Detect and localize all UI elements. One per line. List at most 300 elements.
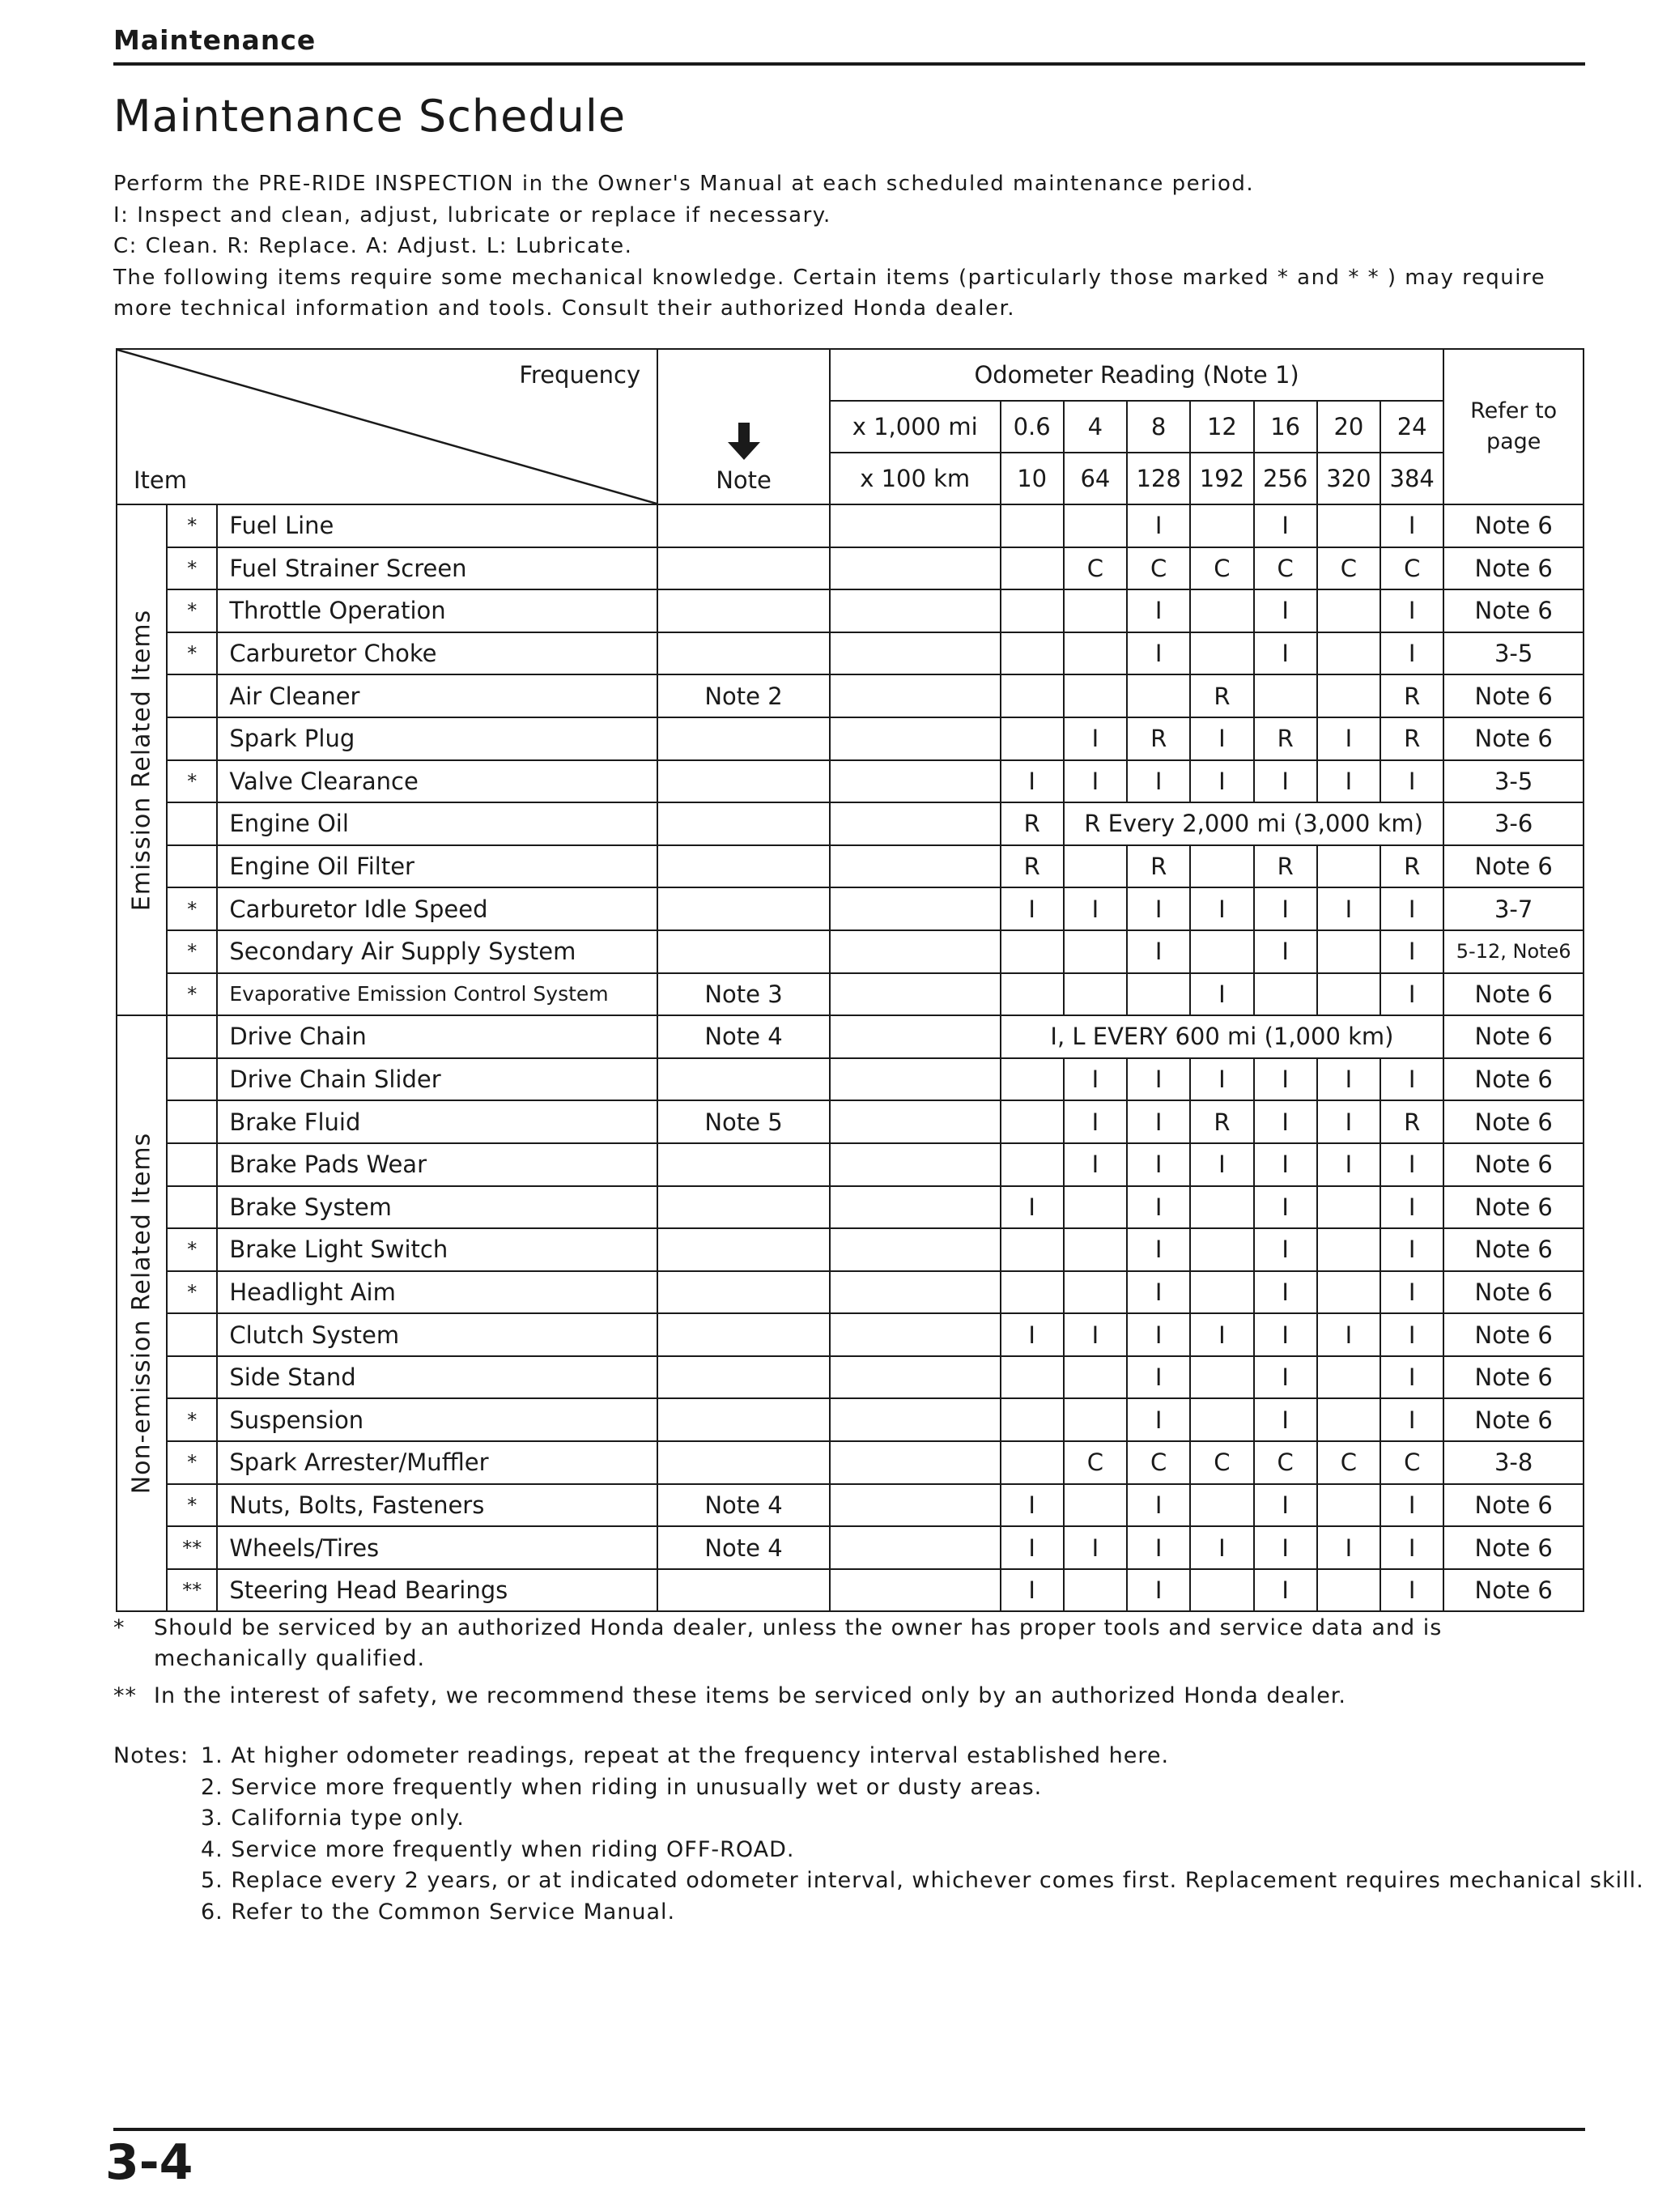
dealer-mark xyxy=(167,1015,217,1058)
interval-value: I xyxy=(1127,1484,1190,1527)
item-name: Brake Fluid xyxy=(217,1100,657,1143)
table-row xyxy=(117,1100,1584,1143)
interval-value xyxy=(1064,1569,1127,1612)
interval-value: I xyxy=(1127,1186,1190,1229)
interval-value: I xyxy=(1190,760,1253,803)
page-title: Maintenance Schedule xyxy=(113,91,627,142)
footnote-single xyxy=(113,1613,1595,1674)
blank-cell xyxy=(830,1569,1001,1612)
group-emission xyxy=(117,504,167,1015)
interval-value: I xyxy=(1190,887,1253,930)
interval-value xyxy=(1190,1186,1253,1229)
interval-value: I xyxy=(1380,1526,1443,1569)
interval-value xyxy=(1317,1484,1380,1527)
interval-value: I xyxy=(1001,887,1064,930)
item-name: Nuts, Bolts, Fasteners xyxy=(217,1484,657,1527)
blank-cell xyxy=(830,930,1001,973)
interval-value xyxy=(1001,674,1064,717)
interval-value: I xyxy=(1380,1271,1443,1314)
interval-value xyxy=(1064,973,1127,1016)
interval-value: C xyxy=(1254,1441,1317,1484)
item-note xyxy=(657,802,830,845)
table-row xyxy=(117,632,1584,675)
dealer-mark: * xyxy=(167,1441,217,1484)
refer-label: Refer to page xyxy=(1470,398,1558,454)
table-row xyxy=(117,1526,1584,1569)
interval-value: I xyxy=(1380,1356,1443,1399)
interval-value: I xyxy=(1380,1484,1443,1527)
interval-value: I xyxy=(1380,760,1443,803)
dealer-mark: * xyxy=(167,504,217,547)
item-name: Engine Oil xyxy=(217,802,657,845)
refer-page: 3-6 xyxy=(1443,802,1584,845)
km-value: 320 xyxy=(1317,453,1380,504)
interval-value: C xyxy=(1190,547,1253,590)
interval-value xyxy=(1001,1356,1064,1399)
note-item: 2. Service more frequently when riding in unusually wet or dusty areas. xyxy=(201,1774,1043,1800)
interval-value: I xyxy=(1127,632,1190,675)
refer-page: Note 6 xyxy=(1443,1313,1584,1356)
interval-value: I xyxy=(1064,1526,1127,1569)
blank-cell xyxy=(830,674,1001,717)
interval-value: I xyxy=(1127,1271,1190,1314)
footnote-mark: ** xyxy=(113,1683,137,1708)
interval-value: C xyxy=(1380,547,1443,590)
blank-cell xyxy=(830,1356,1001,1399)
blank-cell xyxy=(830,1526,1001,1569)
interval-value: I xyxy=(1190,1143,1253,1186)
intro-line: Perform the PRE-RIDE INSPECTION in the Owner's Manual at each scheduled maintenance period. xyxy=(113,172,1255,196)
item-name: Valve Clearance xyxy=(217,760,657,803)
interval-value xyxy=(1317,1271,1380,1314)
table-row xyxy=(117,1228,1584,1271)
item-note: Note 3 xyxy=(657,973,830,1016)
table-row xyxy=(117,589,1584,632)
odometer-header: Odometer Reading (Note 1) xyxy=(830,349,1443,401)
interval-value: I xyxy=(1064,1058,1127,1101)
dealer-mark: * xyxy=(167,760,217,803)
km-value: 10 xyxy=(1001,453,1064,504)
interval-value: I xyxy=(1380,1228,1443,1271)
blank-cell xyxy=(830,887,1001,930)
interval-value xyxy=(1127,973,1190,1016)
item-name: Spark Arrester/Muffler xyxy=(217,1441,657,1484)
blank-cell xyxy=(830,1271,1001,1314)
interval-value xyxy=(1064,589,1127,632)
footer-rule xyxy=(113,2128,1585,2131)
interval-value xyxy=(1001,1058,1064,1101)
blank-cell xyxy=(830,1100,1001,1143)
note-label: Note xyxy=(716,466,772,494)
interval-value: I xyxy=(1064,887,1127,930)
interval-value xyxy=(1317,632,1380,675)
interval-value xyxy=(1064,504,1127,547)
item-note xyxy=(657,504,830,547)
item-note: Note 5 xyxy=(657,1100,830,1143)
blank-cell xyxy=(830,1186,1001,1229)
refer-page: Note 6 xyxy=(1443,1398,1584,1441)
item-name: Clutch System xyxy=(217,1313,657,1356)
interval-value: I xyxy=(1317,1100,1380,1143)
interval-value: I xyxy=(1254,1484,1317,1527)
table-row xyxy=(117,973,1584,1016)
interval-value xyxy=(1190,845,1253,888)
frequency-item-corner xyxy=(117,349,657,504)
interval-value: R xyxy=(1380,1100,1443,1143)
km-value: 256 xyxy=(1254,453,1317,504)
interval-value: I xyxy=(1317,887,1380,930)
item-note xyxy=(657,1569,830,1612)
refer-page: Note 6 xyxy=(1443,1228,1584,1271)
frequency-label: Frequency xyxy=(519,361,641,389)
interval-value: I xyxy=(1190,973,1253,1016)
refer-page: Note 6 xyxy=(1443,1484,1584,1527)
interval-value: I xyxy=(1001,1186,1064,1229)
interval-value xyxy=(1001,717,1064,760)
note-item: 1. At higher odometer readings, repeat at the frequency interval established here. xyxy=(201,1743,1170,1768)
interval-value xyxy=(1190,589,1253,632)
interval-value xyxy=(1317,973,1380,1016)
interval-value: I xyxy=(1190,1313,1253,1356)
interval-value: I xyxy=(1254,1526,1317,1569)
interval-value: I xyxy=(1127,1398,1190,1441)
footnote-mark: * xyxy=(113,1615,125,1640)
interval-value xyxy=(1064,1228,1127,1271)
item-note xyxy=(657,589,830,632)
dealer-mark: * xyxy=(167,1228,217,1271)
item-note xyxy=(657,1271,830,1314)
table-row xyxy=(117,1356,1584,1399)
interval-value: I xyxy=(1254,1271,1317,1314)
refer-page: Note 6 xyxy=(1443,1526,1584,1569)
table-row xyxy=(117,674,1584,717)
interval-value: I xyxy=(1064,1313,1127,1356)
interval-value: I xyxy=(1127,1313,1190,1356)
item-name: Headlight Aim xyxy=(217,1271,657,1314)
refer-page: Note 6 xyxy=(1443,1186,1584,1229)
table-row xyxy=(117,1441,1584,1484)
item-label: Item xyxy=(134,466,188,494)
interval-value xyxy=(1001,589,1064,632)
interval-value: I xyxy=(1317,1143,1380,1186)
footnotes xyxy=(113,1613,1595,1712)
table-row xyxy=(117,1058,1584,1101)
interval-value xyxy=(1064,674,1127,717)
refer-page: Note 6 xyxy=(1443,504,1584,547)
dealer-mark: * xyxy=(167,632,217,675)
interval-value: I xyxy=(1254,1228,1317,1271)
interval-value xyxy=(1190,1398,1253,1441)
interval-value: C xyxy=(1190,1441,1253,1484)
interval-value: I xyxy=(1380,1143,1443,1186)
table-row xyxy=(117,760,1584,803)
interval-value xyxy=(1190,632,1253,675)
group-label: Emission Related Items xyxy=(127,609,156,911)
item-note xyxy=(657,1058,830,1101)
maintenance-schedule-table xyxy=(116,348,1584,1612)
item-note xyxy=(657,1186,830,1229)
interval-value: I xyxy=(1001,1313,1064,1356)
interval-value: I xyxy=(1254,1100,1317,1143)
item-note: Note 4 xyxy=(657,1015,830,1058)
blank-cell xyxy=(830,1015,1001,1058)
interval-value: I xyxy=(1127,1100,1190,1143)
intro-text xyxy=(113,168,1587,325)
interval-span: I, L EVERY 600 mi (1,000 km) xyxy=(1001,1015,1444,1058)
interval-value: I xyxy=(1317,1313,1380,1356)
dealer-mark xyxy=(167,845,217,888)
interval-value: I xyxy=(1254,1058,1317,1101)
dealer-mark: * xyxy=(167,930,217,973)
blank-cell xyxy=(830,504,1001,547)
group-label: Non-emission Related Items xyxy=(127,1133,156,1495)
intro-line: more technical information and tools. Consult their authorized Honda dealer. xyxy=(113,296,1016,321)
interval-value: I xyxy=(1127,1143,1190,1186)
intro-line: I: Inspect and clean, adjust, lubricate or replace if necessary. xyxy=(113,202,831,228)
blank-cell xyxy=(830,632,1001,675)
blank-cell xyxy=(830,717,1001,760)
item-name: Fuel Strainer Screen xyxy=(217,547,657,590)
refer-page: Note 6 xyxy=(1443,1271,1584,1314)
interval-value: I xyxy=(1380,1313,1443,1356)
interval-value: I xyxy=(1254,1143,1317,1186)
mi-unit-label: x 1,000 mi xyxy=(830,401,1001,453)
interval-value: I xyxy=(1127,930,1190,973)
interval-value xyxy=(1317,1228,1380,1271)
table-row xyxy=(117,1569,1584,1612)
item-name: Engine Oil Filter xyxy=(217,845,657,888)
dealer-mark xyxy=(167,1143,217,1186)
header-row-1 xyxy=(117,349,1584,401)
item-note xyxy=(657,717,830,760)
mi-value: 20 xyxy=(1317,401,1380,453)
interval-value: R xyxy=(1254,845,1317,888)
interval-value xyxy=(1190,1228,1253,1271)
interval-value: I xyxy=(1254,1313,1317,1356)
blank-cell xyxy=(830,1398,1001,1441)
item-note: Note 2 xyxy=(657,674,830,717)
interval-value xyxy=(1190,504,1253,547)
interval-value: I xyxy=(1254,930,1317,973)
interval-value: I xyxy=(1254,1356,1317,1399)
note-item: 3. California type only. xyxy=(201,1806,465,1831)
interval-value: C xyxy=(1317,1441,1380,1484)
interval-value: I xyxy=(1001,1526,1064,1569)
item-note xyxy=(657,1398,830,1441)
dealer-mark xyxy=(167,674,217,717)
dealer-mark xyxy=(167,1313,217,1356)
item-name: Spark Plug xyxy=(217,717,657,760)
interval-value xyxy=(1001,1398,1064,1441)
interval-value xyxy=(1317,1569,1380,1612)
interval-value: I xyxy=(1317,717,1380,760)
interval-value xyxy=(1001,1441,1064,1484)
interval-value: I xyxy=(1380,973,1443,1016)
blank-cell xyxy=(830,589,1001,632)
item-name: Evaporative Emission Control System xyxy=(217,973,657,1016)
interval-value: I xyxy=(1001,1569,1064,1612)
km-value: 384 xyxy=(1380,453,1443,504)
interval-value xyxy=(1254,674,1317,717)
interval-value xyxy=(1064,930,1127,973)
dealer-mark: * xyxy=(167,589,217,632)
mi-value: 8 xyxy=(1127,401,1190,453)
refer-page: Note 6 xyxy=(1443,547,1584,590)
interval-value xyxy=(1064,845,1127,888)
interval-value: R xyxy=(1190,674,1253,717)
dealer-mark: * xyxy=(167,547,217,590)
interval-value: I xyxy=(1380,1186,1443,1229)
blank-cell xyxy=(830,1441,1001,1484)
interval-value: I xyxy=(1127,1356,1190,1399)
item-name: Drive Chain xyxy=(217,1015,657,1058)
interval-value: I xyxy=(1254,589,1317,632)
section-header: Maintenance xyxy=(113,24,317,56)
interval-value: R xyxy=(1254,717,1317,760)
interval-value: C xyxy=(1317,547,1380,590)
interval-value xyxy=(1190,930,1253,973)
interval-value xyxy=(1317,1186,1380,1229)
arrow-down-icon xyxy=(728,423,760,460)
interval-value: I xyxy=(1127,504,1190,547)
blank-cell xyxy=(830,973,1001,1016)
blank-cell xyxy=(830,1143,1001,1186)
interval-value: I xyxy=(1190,717,1253,760)
km-value: 64 xyxy=(1064,453,1127,504)
interval-value: I xyxy=(1317,1058,1380,1101)
page-number: 3-4 xyxy=(105,2134,193,2191)
blank-cell xyxy=(830,1484,1001,1527)
refer-page: 3-8 xyxy=(1443,1441,1584,1484)
item-name: Throttle Operation xyxy=(217,589,657,632)
interval-value xyxy=(1317,504,1380,547)
mi-value: 12 xyxy=(1190,401,1253,453)
table-row xyxy=(117,1271,1584,1314)
interval-value xyxy=(1190,1271,1253,1314)
item-note xyxy=(657,760,830,803)
interval-value: C xyxy=(1064,1441,1127,1484)
km-unit-label: x 100 km xyxy=(830,453,1001,504)
note-item: 4. Service more frequently when riding OFF-ROAD. xyxy=(201,1836,795,1862)
interval-value: R xyxy=(1380,717,1443,760)
item-note xyxy=(657,1441,830,1484)
table-row xyxy=(117,887,1584,930)
interval-span: R Every 2,000 mi (3,000 km) xyxy=(1064,802,1444,845)
refer-page: Note 6 xyxy=(1443,845,1584,888)
interval-value xyxy=(1001,632,1064,675)
interval-value xyxy=(1190,1484,1253,1527)
blank-cell xyxy=(830,1058,1001,1101)
item-name: Secondary Air Supply System xyxy=(217,930,657,973)
blank-cell xyxy=(830,1228,1001,1271)
item-note xyxy=(657,547,830,590)
interval-value xyxy=(1001,504,1064,547)
interval-value: I xyxy=(1254,1186,1317,1229)
refer-header xyxy=(1443,349,1584,504)
interval-value: I xyxy=(1380,504,1443,547)
interval-value: I xyxy=(1317,1526,1380,1569)
interval-value xyxy=(1001,1100,1064,1143)
interval-value: I xyxy=(1254,887,1317,930)
dealer-mark xyxy=(167,1186,217,1229)
interval-value: I xyxy=(1380,930,1443,973)
table-row xyxy=(117,547,1584,590)
dealer-mark xyxy=(167,717,217,760)
blank-cell xyxy=(830,547,1001,590)
blank-cell xyxy=(830,802,1001,845)
item-note: Note 4 xyxy=(657,1484,830,1527)
mi-value: 16 xyxy=(1254,401,1317,453)
item-name: Brake Light Switch xyxy=(217,1228,657,1271)
refer-page: Note 6 xyxy=(1443,1569,1584,1612)
interval-value: I xyxy=(1380,589,1443,632)
note-item: 5. Replace every 2 years, or at indicated odometer interval, whichever comes first. Replacement requires mechanical skill. xyxy=(201,1868,1644,1893)
dealer-mark: * xyxy=(167,973,217,1016)
interval-value: C xyxy=(1127,1441,1190,1484)
interval-value xyxy=(1317,1398,1380,1441)
interval-value: I xyxy=(1001,760,1064,803)
interval-value xyxy=(1317,845,1380,888)
interval-value: I xyxy=(1064,760,1127,803)
item-name: Wheels/Tires xyxy=(217,1526,657,1569)
interval-value: I xyxy=(1380,1058,1443,1101)
item-name: Drive Chain Slider xyxy=(217,1058,657,1101)
interval-value xyxy=(1001,1271,1064,1314)
interval-value: C xyxy=(1380,1441,1443,1484)
interval-value: R xyxy=(1380,845,1443,888)
refer-page: Note 6 xyxy=(1443,973,1584,1016)
interval-value xyxy=(1064,1271,1127,1314)
interval-value xyxy=(1001,1228,1064,1271)
dealer-mark xyxy=(167,802,217,845)
interval-value: I xyxy=(1064,1100,1127,1143)
interval-value: I xyxy=(1127,589,1190,632)
table-row xyxy=(117,1186,1584,1229)
refer-page: Note 6 xyxy=(1443,1058,1584,1101)
item-note xyxy=(657,632,830,675)
interval-value: R xyxy=(1380,674,1443,717)
item-note xyxy=(657,887,830,930)
interval-value: R xyxy=(1190,1100,1253,1143)
interval-value xyxy=(1064,632,1127,675)
interval-value xyxy=(1064,1186,1127,1229)
interval-value: C xyxy=(1127,547,1190,590)
blank-cell xyxy=(830,760,1001,803)
dealer-mark: ** xyxy=(167,1569,217,1612)
item-note: Note 4 xyxy=(657,1526,830,1569)
item-name: Carburetor Choke xyxy=(217,632,657,675)
dealer-mark: * xyxy=(167,1484,217,1527)
interval-value xyxy=(1127,674,1190,717)
interval-value: R xyxy=(1001,802,1064,845)
item-name: Brake System xyxy=(217,1186,657,1229)
table-row xyxy=(117,1313,1584,1356)
table-row xyxy=(117,845,1584,888)
item-name: Fuel Line xyxy=(217,504,657,547)
refer-page: 3-7 xyxy=(1443,887,1584,930)
header-rule xyxy=(113,62,1585,66)
item-name: Side Stand xyxy=(217,1356,657,1399)
interval-value: I xyxy=(1380,887,1443,930)
interval-value xyxy=(1001,547,1064,590)
interval-value: I xyxy=(1254,1569,1317,1612)
refer-page: Note 6 xyxy=(1443,1100,1584,1143)
refer-page: Note 6 xyxy=(1443,589,1584,632)
km-value: 128 xyxy=(1127,453,1190,504)
table-row xyxy=(117,504,1584,547)
dealer-mark xyxy=(167,1356,217,1399)
item-note xyxy=(657,930,830,973)
